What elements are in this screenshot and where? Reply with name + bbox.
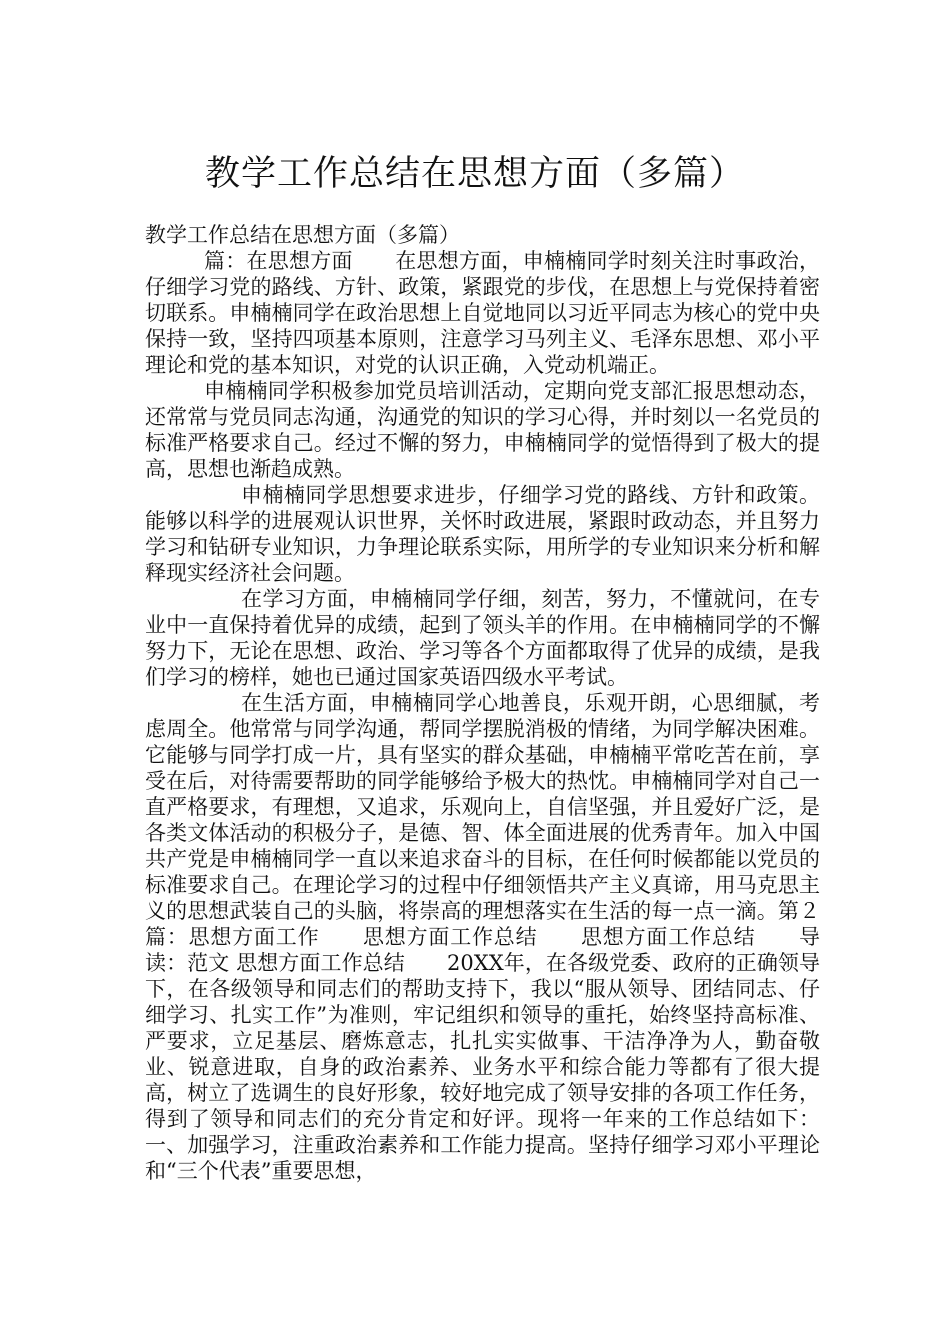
paragraph: 申楠楠同学积极参加党员培训活动，定期向党支部汇报思想动态，还常常与党员同志沟通，沟通党的知识的学习心得，并时刻以一名党员的标准严格要求自己。经过不懈的努力，申楠楠同学的觉悟得到了极大的提高，思想也渐趋成熟。 — [145, 379, 820, 481]
document-title: 教学工作总结在思想方面（多篇） — [204, 154, 745, 195]
paragraph: 篇：在思想方面 在思想方面，申楠楠同学时刻关注时事政治，仔细学习党的路线、方针、政策，紧跟党的步伐，在思想上与党保持着密切联系。申楠楠同学在政治思想上自觉地同以习近平同志为核心的党中央保持一致，坚持四项基本原则，注意学习马列主义、毛泽东思想、邓小平理论和党的基本知识，对党的认识正确，入党动机端正。 — [145, 249, 820, 377]
paragraph: 申楠楠同学思想要求进步，仔细学习党的路线、方针和政策。能够以科学的进展观认识世界，关怀时政进展，紧跟时政动态，并且努力学习和钻研专业知识，力争理论联系实际，用所学的专业知识来分析和解释现实经济社会问题。 — [145, 483, 820, 585]
document-subtitle: 教学工作总结在思想方面（多篇） — [145, 223, 460, 247]
document-body — [145, 222, 820, 1184]
paragraph: 在生活方面，申楠楠同学心地善良，乐观开朗，心思细腻，考虑周全。他常常与同学沟通，帮同学摆脱消极的情绪，为同学解决困难。它能够与同学打成一片，具有坚实的群众基础，申楠楠平常吃苦在前，享受在后，对待需要帮助的同学能够给予极大的热忱。申楠楠同学对自己一直严格要求，有理想，又追求，乐观向上，自信坚强，并且爱好广泛，是各类文体活动的积极分子，是德、智、体全面进展的优秀青年。加入中国共产党是申楠楠同学一直以来追求奋斗的目标，在任何时候都能以党员的标准要求自己。在理论学习的过程中仔细领悟共产主义真谛，用马克思主义的思想武装自己的头脑，将崇高的理想落实在生活的每一点一滴。第２篇：思想方面工作 思想方面工作总结 思想方面工作总结 导读：范文 思想方面工作总结 20XX年，在各级党委、政府的正确领导下，在各级领导和同志们的帮助支持下，我以“服从领导、团结同志、仔细学习、扎实工作”为准则，牢记组织和领导的重托，始终坚持高标准、严要求，立足基层、磨炼意志，扎扎实实做事、干洁净净为人，勤奋敬业、锐意进取，自身的政治素养、业务水平和综合能力等都有了很大提高，树立了选调生的良好形象，较好地完成了领导安排的各项工作任务，得到了领导和同志们的充分肯定和好评。现将一年来的工作总结如下：一、加强学习，注重政治素养和工作能力提高。坚持仔细学习邓小平理论和“三个代表”重要思想， — [145, 691, 820, 1183]
paragraph: 在学习方面，申楠楠同学仔细，刻苦，努力，不懂就问，在专业中一直保持着优异的成绩，起到了领头羊的作用。在申楠楠同学的不懈努力下，无论在思想、政治、学习等各个方面都取得了优异的成绩，是我们学习的榜样，她也已通过国家英语四级水平考试。 — [145, 587, 820, 689]
